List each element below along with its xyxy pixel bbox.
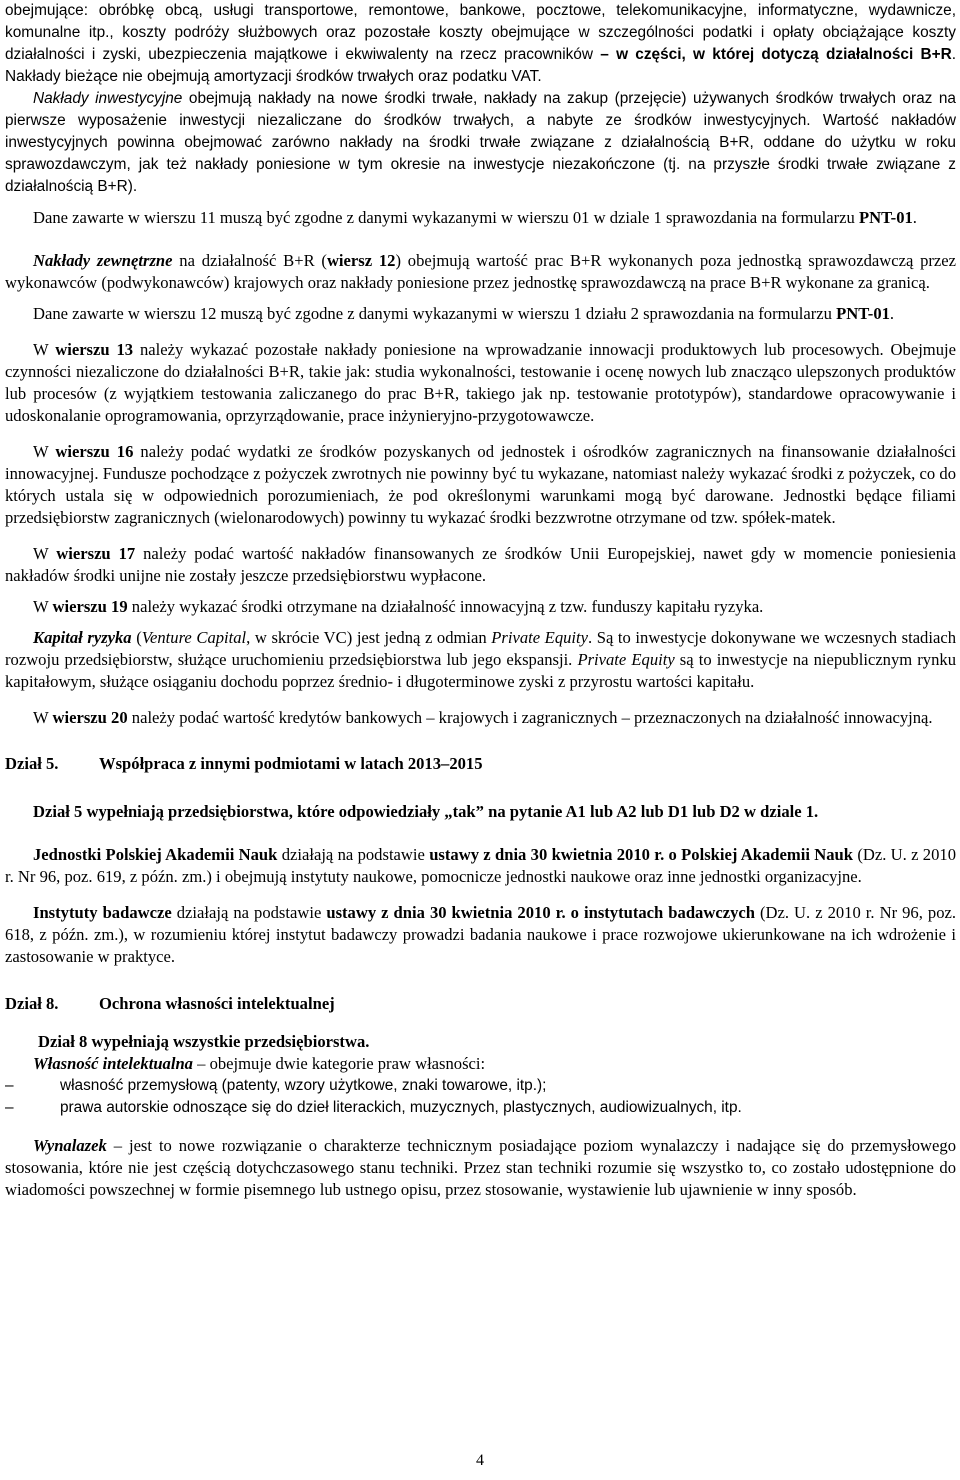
external-outlays-text-b: ) obejmują wartość prac B+R wykonanych poza jednostką sprawozdawczą przez wykonawców (podwykonawców) krajowych oraz nakłady poniesione przez jednostkę sprawozdawczą na prace B+R wykonane za granicą. bbox=[5, 251, 956, 292]
document-page bbox=[5, 0, 956, 1201]
list-item bbox=[5, 1097, 956, 1119]
row-11-text: Dane zawarte w wierszu 11 muszą być zgodne z danymi wykazanymi w wierszu 01 w dziale 1 sprawozdania na formularzu bbox=[33, 208, 859, 227]
list-item-text: własność przemysłową (patenty, wzory użytkowe, znaki towarowe, itp.); bbox=[60, 1077, 547, 1094]
page-number: 4 bbox=[476, 1452, 484, 1469]
paragraph-row-17 bbox=[5, 543, 956, 587]
venture-capital-text-a: ( bbox=[131, 628, 142, 647]
row-17-prefix: W bbox=[33, 544, 57, 563]
venture-capital-text-b: , w skrócie VC) jest jedną z odmian bbox=[246, 628, 492, 647]
property-categories-list bbox=[5, 1075, 956, 1119]
paragraph-row-13 bbox=[5, 339, 956, 427]
row-13-label: wierszu 13 bbox=[55, 340, 134, 359]
investment-outlays-term: Nakłady inwestycyjne bbox=[33, 90, 183, 107]
research-institutes-text-b: (Dz. U. z 2010 r. Nr 96, poz. 618, z późn. zm.), w rozumieniu której instytut badawczy prowadzi badania naukowe i prace rozwojowe ukierunkowane na ich wdrożenie i zastosowanie w praktyce. bbox=[5, 903, 956, 966]
pan-units-term: Jednostki Polskiej Akademii Nauk bbox=[33, 845, 278, 864]
venture-capital-term: Kapitał ryzyka bbox=[33, 628, 132, 647]
research-institutes-act: ustawy z dnia 30 kwietnia 2010 r. o instytutach badawczych bbox=[326, 903, 755, 922]
row-16-label: wierszu 16 bbox=[55, 442, 134, 461]
current-costs-bold: – w części, w której dotyczą działalności B+R bbox=[600, 46, 952, 63]
row-19-prefix: W bbox=[33, 597, 53, 616]
current-costs-text-1: obejmujące: obróbkę obcą, usługi transportowe, remontowe, bankowe, pocztowe, telekomunikacyjne, informatyczne, wydawnicze, komunalne itp., bbox=[5, 2, 956, 41]
row-16-prefix: W bbox=[33, 442, 56, 461]
section-5-fill-note: Dział 5 wypełniają przedsiębiorstwa, które odpowiedziały „tak” na pytanie A1 lub A2 lub D1 lub D2 w dziale 1. bbox=[33, 802, 819, 821]
intellectual-property-term: Własność intelektualna bbox=[33, 1054, 193, 1073]
paragraph-pan-units bbox=[5, 844, 956, 888]
venture-capital-text-d: są to inwestycje na niepublicznym rynku kapitałowym, służące osiąganiu dochodu poprzez średnio- i długoterminowe zyski z przyrostu wartości kapitału. bbox=[5, 650, 956, 691]
paragraph-row-19 bbox=[5, 596, 956, 618]
section-title-5: Współpraca z innymi podmiotami w latach 2013–2015 bbox=[99, 754, 483, 773]
paragraph-current-costs bbox=[5, 0, 956, 88]
paragraph-row-16 bbox=[5, 441, 956, 529]
row-19-label: wierszu 19 bbox=[52, 597, 128, 616]
section-heading-dzial-5 bbox=[5, 753, 956, 775]
paragraph-intellectual-property bbox=[5, 1053, 956, 1075]
row-13-text: należy wykazać pozostałe nakłady poniesione na wprowadzanie innowacji produktowych lub procesowych. Obejmuje czynności niezaliczone do działalności B+R, takie jak: studia wykonalności, testowanie i ocenę nowych lub znacząco ulepszonych produktów lub procesów (z wyjątkiem testowania zaliczanego do prac B+R, takiego jak np. testowanie prototypów), standardowe opracowywanie i udoskonalanie oprogramowania, oprzyrządowanie, prace inżynieryjno-przygotowawcze. bbox=[5, 340, 956, 425]
paragraph-venture-capital bbox=[5, 627, 956, 693]
external-outlays-row: wiersz 12 bbox=[326, 251, 396, 270]
private-equity-term-2: Private Equity bbox=[577, 650, 675, 669]
row-17-label: wierszu 17 bbox=[56, 544, 136, 563]
dash-bullet: – bbox=[5, 1099, 14, 1116]
research-institutes-term: Instytuty badawcze bbox=[33, 903, 172, 922]
list-item bbox=[5, 1075, 956, 1097]
investment-outlays-text-2: Wartość nakładów inwestycyjnych powinna obejmować zarówno nakłady na środki trwałe związane z działalnością B+R, oddane do użytku w roku sprawozdawczym, jak też nakłady poniesione w tym okresie na inwestycje niezakończone (tj. na przyszłe środki trwałe związane z działalnością B+R). bbox=[5, 112, 956, 195]
invention-term: Wynalazek bbox=[33, 1136, 107, 1155]
list-item-text: prawa autorskie odnoszące się do dzieł literackich, muzycznych, plastycznych, audiowizualnych, itp. bbox=[60, 1099, 742, 1116]
row-20-prefix: W bbox=[33, 708, 53, 727]
pan-units-act: ustawy z dnia 30 kwietnia 2010 r. o Polskiej Akademii Nauk bbox=[429, 845, 854, 864]
row-11-form-code: PNT-01 bbox=[859, 208, 913, 227]
section-heading-dzial-8 bbox=[5, 993, 956, 1015]
section-8-fill-note: Dział 8 wypełniają wszystkie przedsiębiorstwa. bbox=[38, 1032, 370, 1051]
external-outlays-text-a: na działalność B+R ( bbox=[172, 251, 327, 270]
row-12-text: Dane zawarte w wierszu 12 muszą być zgodne z danymi wykazanymi w wierszu 1 działu 2 sprawozdania na formularzu bbox=[33, 304, 837, 323]
research-institutes-text-a: działają na podstawie bbox=[171, 903, 327, 922]
current-costs-text-3: . Nakłady bieżące nie obejmują amortyzacji środków trwałych oraz podatku VAT. bbox=[5, 46, 956, 85]
paragraph-research-institutes bbox=[5, 902, 956, 968]
paragraph-row-20 bbox=[5, 707, 956, 729]
intellectual-property-text: – obejmuje dwie kategorie praw własności: bbox=[192, 1054, 486, 1073]
row-12-period: . bbox=[889, 304, 895, 323]
paragraph-row-12 bbox=[5, 303, 956, 325]
investment-outlays-text-1: obejmują nakłady na nowe środki trwałe, nakłady na zakup (przejęcie) używanych środków trwałych oraz na pierwsze wyposażenie inwestycji niezaliczane do środków trwałych, a nabyte ze środków inwestycyjnych. bbox=[5, 90, 956, 129]
current-costs-text-2: koszty podróży służbowych oraz pozostałe koszty obejmujące w szczególności podatki i opłaty obciążające koszty działalności i zyski, ubezpieczenia majątkowe i ekwiwalenty na rzecz pracowników bbox=[5, 24, 956, 63]
section-title-8: Ochrona własności intelektualnej bbox=[99, 994, 335, 1013]
section-number-5: Dział 5. bbox=[5, 754, 59, 773]
external-outlays-term: Nakłady zewnętrzne bbox=[33, 251, 173, 270]
row-19-text: należy wykazać środki otrzymane na działalność innowacyjną z tzw. funduszy kapitału ryzyka. bbox=[127, 597, 764, 616]
row-12-form-code: PNT-01 bbox=[836, 304, 890, 323]
row-13-prefix: W bbox=[33, 340, 56, 359]
pan-units-text-b: (Dz. U. z 2010 r. Nr 96, poz. 619, z późn. zm.) i obejmują instytuty naukowe, pomocnicze jednostki naukowe oraz inne jednostki organizacyjne. bbox=[5, 845, 956, 886]
row-17-text: należy podać wartość nakładów finansowanych ze środków Unii Europejskiej, nawet gdy w momencie poniesienia nakładów środki unijne nie zostały jeszcze przedsiębiorstwu wypłacone. bbox=[5, 544, 956, 585]
row-20-label: wierszu 20 bbox=[52, 708, 128, 727]
row-16-text: należy podać wydatki ze środków pozyskanych od jednostek i ośrodków zagranicznych na finansowanie działalności innowacyjnej. Fundusze pochodzące z pożyczek zwrotnych nie powinny być tu wykazane, natomiast należy wykazać środki z pożyczek, co do których ustala się w odpowiednich porozumieniach, że pod określonymi warunkami mogą być darowane. Jednostki będące filiami przedsiębiorstw zagranicznych (wielonarodowych) powinny tu wykazać środki bezzwrotne otrzymane od tzw. spółek-matek. bbox=[5, 442, 957, 527]
paragraph-investment-outlays bbox=[5, 88, 956, 198]
paragraph-external-outlays bbox=[5, 250, 956, 294]
invention-text: – jest to nowe rozwiązanie o charakterze technicznym posiadające poziom wynalazczy i nadające się do przemysłowego stosowania, które nie jest częścią dotychczasowego stanu techniki. Przez stan techniki rozumie się wszystko to, co zostało udostępnione do wiadomości powszechnej w formie pisemnego lub ustnego opisu, przez stosowanie, wystawienie lub ujawnienie w inny sposób. bbox=[5, 1136, 956, 1199]
row-11-period: . bbox=[912, 208, 917, 227]
dash-bullet: – bbox=[5, 1077, 14, 1094]
paragraph-invention bbox=[5, 1135, 956, 1201]
venture-capital-en: Venture Capital bbox=[141, 628, 247, 647]
paragraph-row-11 bbox=[5, 207, 956, 229]
section-number-8: Dział 8. bbox=[5, 994, 59, 1013]
private-equity-term-1: Private Equity bbox=[491, 628, 589, 647]
row-20-text: należy podać wartość kredytów bankowych – krajowych i zagranicznych – przeznaczonych na działalność innowacyjną. bbox=[127, 708, 933, 727]
pan-units-text-a: działają na podstawie bbox=[277, 845, 430, 864]
venture-capital-text-c: . Są to inwestycje dokonywane we wczesnych stadiach rozwoju przedsiębiorstw, służące uruchomieniu przedsiębiorstwa lub jego ekspansji. bbox=[5, 628, 956, 669]
